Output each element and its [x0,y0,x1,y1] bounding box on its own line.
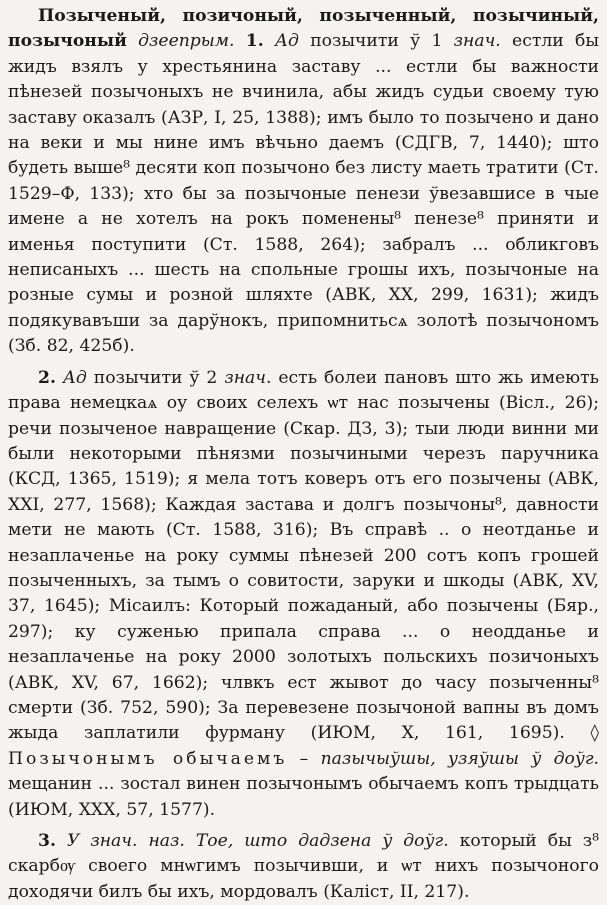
sense-1-number: 1. [245,31,264,52]
sense-1-label-abbr: знач. [453,31,501,52]
sense-2-paragraph [8,366,599,823]
sense-3-label: У знач. наз. Тое, што дадзена ў доўг. [66,831,449,851]
sense-1-label-rest: позычити ў 1 [298,31,454,52]
sense-2-number: 2. [38,367,56,388]
sense-3-text: который бы з⁸ скарбѹ своего мнѡгимъ позычивши, и ѡт нихъ позычоного доходячи билъ бы ихъ, мордовалъ (Каліст, II, 217). [8,831,599,902]
headword: Позыченый, позичоный, позыченный, позычиный, позычоный [8,6,599,52]
sense-1-text: естли бы жидъ взялъ у хрестьянина заставу ... естли бы важности пѣнезей позычоныхъ не вчинила, абы жидъ судьи своему тую заставу оказалъ (АЗР, I, 25, 1388); имъ было то позычено и дано на веки и мы нине имъ вѣчьно даемъ (СДГВ, 7, 1440); што будеть выше⁸ десяти коп позычоно без листу маеть тратити (Ст. 1529–Ф, 133); хто бы за позычоные пенези ўвезавшисе в чые имене а не хотелъ на рокъ поменены⁸ пенезе⁸ приняти и именья поступити (Ст. 1588, 264); забралъ ... обликговъ неписаныхъ ... шесть на спольные грошы ихъ, позычоные на розные сумы и розной шляхте (АВК, XX, 299, 1631); жидъ подякувавъши за дарўнокъ, припомнитьсѧ золотѣ позычономъ (Зб. 82, 425б). [8,31,600,357]
sense-2-label-abbr: знач. [224,367,272,388]
part-of-speech: дзеепрым. [138,31,235,52]
sense-1-label: Ад [275,31,299,52]
sense-2-phrase: Позычонымъ обычаемъ [8,748,288,769]
sense-2-phrase-gloss: пазычыўшы, узяўшы ў доўг. [320,748,599,769]
sense-3-paragraph [8,829,599,905]
sense-2-phrase-dash: – [287,748,321,769]
sense-1-paragraph [8,4,599,360]
sense-2-text-a: есть болеи пановъ што жь имеють права немецкаѧ оу своих селехъ ѡт нас позычены (Вісл., 26); речи позыченое навращение (Скар. ДЗ, 3); тыи люди винни ми были некоторыми пѣнязми позычиными черезъ паручника (КСД, 1365, 1519); я мела тотъ коверъ отъ его позычены (АВК, XXI, 277, 1568); Каждая застава и долгъ позычоны⁸, давности мети не мають (Ст. 1588, 316); Въ справѣ .. о неотданье и незаплаченье на року суммы пѣнезей 200 сотъ копъ грошей позыченныхъ, за тымъ о совитости, заруки и шкоды (АВК, XV, 37, 1645); Місаилъ: Который пожаданый, або позычены (Бяр., 297); ку суженью припала справа ... о неодданье и незаплаченье на року 2000 золотыхъ польскихъ позичоныхъ (АВК, XV, 67, 1662); члвкъ ест жывот до часу позыченны⁸ смерти (Зб. 752, 590); За перевезене позычоной вапны въ домъ жыда заплатили фурману (ИЮМ, X, 161, 1695). ◊ [8,367,599,744]
sense-2-text-b: мещанин ... зостал винен позычонымъ обычаемъ копъ трыдцать (ИЮМ, XXX, 57, 1577). [8,774,599,820]
sense-2-label-rest: позычити ў 2 [86,367,225,388]
sense-3-number: 3. [38,831,56,851]
sense-2-label: Ад [62,367,87,388]
